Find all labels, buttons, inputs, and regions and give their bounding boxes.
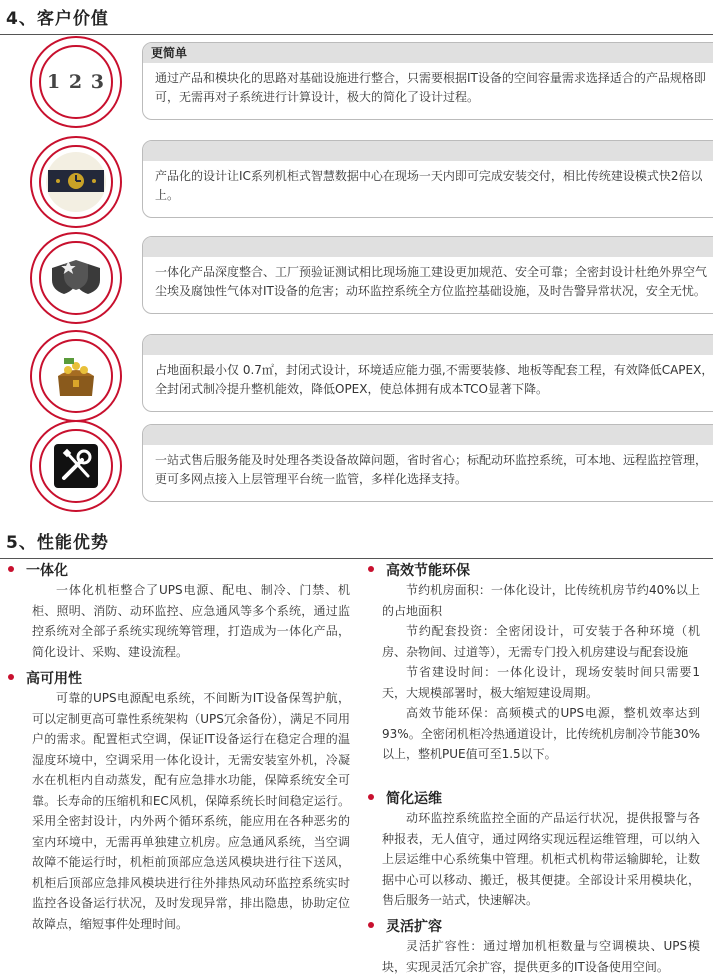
icon-circle (30, 232, 122, 324)
feature-integrated-text: 一体化机柜整合了UPS电源、配电、制冷、门禁、机柜、照明、消防、动环监控、应急通风等多个系统，通过监控系统对全部子系统实现统筹管理，打造成为一体化产品，简化设计、采购、建设流程。 (32, 583, 350, 659)
card-heading (143, 141, 713, 161)
shields-icon (44, 246, 108, 310)
icon-circle (30, 420, 122, 512)
card-box (142, 42, 713, 120)
section4-divider (0, 34, 713, 35)
card-heading (143, 335, 713, 355)
card-text: 占地面积最小仅 0.7㎡，封闭式设计，环境适应能力强,不需要装修、地板等配套工程，有效降低CAPEX，全封闭式制冷提升整机能效，降低OPEX，使总体拥有成本TCO显著下降。 (155, 363, 713, 396)
card-box (142, 334, 713, 412)
card-text: 通过产品和模块化的思路对基础设施进行整合，只需要根据IT设备的空间容量需求选择适合的产品规格即可，无需再对子系统进行计算设计，极大的简化了设计过程。 (155, 71, 706, 104)
card-cheaper (30, 334, 713, 414)
feature-expand-title: 灵活扩容 (368, 916, 442, 936)
feature-availability-text: 可靠的UPS电源配电系统，不间断为IT设备保驾护航，可以定制更高可靠性系统架构（UPS冗余备份），满足不同用户的需求。配置柜式空调，保证IT设备运行在稳定合理的温湿度环境中，空调采用一体化设计，无需安装室外机，冷凝水在机柜内自动蒸发，配有应急排水功能，保障系统安全可靠。长寿命的压缩机和EC风机，保障系统长时间稳定运行。采用全密封设计，内外两个循环系统，能应用在各种恶劣的室内环境中，无需再单独建立机房。应急通风系统，当空调故障不能运行时，机柜前顶部应急送风模块进行往下送风，机柜后顶部应急排风模块进行往外排热风动环监控系统实时监控各设备运行状况，及时发现异常，排出隐患，协助定位故障点，缩短事件处理时间。 (32, 691, 350, 931)
card-safer (30, 236, 708, 316)
card-heading (143, 237, 713, 257)
card-text: 产品化的设计让IC系列机柜式智慧数据中心在现场一天内即可完成安装交付，相比传统建设模式快2倍以上。 (155, 169, 703, 202)
card-faster (30, 140, 703, 220)
bullet-dot (368, 922, 374, 928)
feature-energy-title: 高效节能环保 (368, 560, 470, 580)
card-box (142, 424, 713, 502)
clock-icon (44, 150, 108, 214)
bullet-dot (368, 794, 374, 800)
card-text: 一站式售后服务能及时处理各类设备故障问题，省时省心；标配动环监控系统，可本地、远程监控管理，更可多网点接入上层管理平台统一监管，多样化选择支持。 (155, 453, 708, 486)
section4-title: 4、客户价值 (6, 9, 109, 29)
bullet-dot (368, 566, 374, 572)
bullet-dot (8, 566, 14, 572)
feature-ops-title: 简化运维 (368, 788, 442, 808)
numbers-123-icon: 1 2 3 (47, 71, 105, 93)
card-heading: 更简单 (143, 43, 713, 63)
tools-icon (48, 438, 104, 494)
card-heading (143, 425, 713, 445)
section5-divider (0, 558, 713, 559)
card-box (142, 236, 713, 314)
feature-integrated-title: 一体化 (8, 560, 68, 580)
feature-expand-text: 灵活扩容性：通过增加机柜数量与空调模块、UPS模块，实现灵活冗余扩容，提供更多的IT设备使用空间。 (382, 939, 700, 974)
section5-title: 5、性能优势 (6, 533, 109, 553)
card-text: 一体化产品深度整合、工厂预验证测试相比现场施工建设更加规范、安全可靠；全密封设计杜绝外界空气尘埃及腐蚀性气体对IT设备的危害；动环监控系统全方位监控基础设施，及时告警异常状况，安全无忧。 (155, 265, 708, 298)
treasure-chest-icon (46, 346, 106, 406)
card-simpler (30, 42, 706, 122)
feature-ops-text: 动环监控系统监控全面的产品运行状况，提供报警与各种报表，无人值守，通过网络实现远程运维管理，可以纳入上层运维中心系统集中管理。机柜式机构带运输脚轮，让数据中心可以移动、搬迁，极其便捷。全部设计采用模块化，售后服务一站式，快速解决。 (382, 811, 700, 907)
icon-circle (30, 136, 122, 228)
card-service (30, 424, 708, 504)
feature-availability-title: 高可用性 (8, 668, 82, 688)
card-box (142, 140, 713, 218)
icon-circle (30, 330, 122, 422)
bullet-dot (8, 674, 14, 680)
feature-energy-text: 节约机房面积：一体化设计，比传统机房节约40%以上的占地面积 节约配套投资：全密闭设计，可安装于各种环境（机房、杂物间、过道等），无需专门投入机房建设与配套设施 节省建设时间：一体化设计，现场安装时间只需要1天，大规模部署时，极大缩短建设周期。 高效节能环保：高频模式的UPS电源，整机效率达到93%。全密闭机柜冷热通道设计，比传统机房制冷节能30%以上，整机PUE值可至1.5以下。 (382, 583, 700, 761)
icon-circle (30, 36, 122, 128)
